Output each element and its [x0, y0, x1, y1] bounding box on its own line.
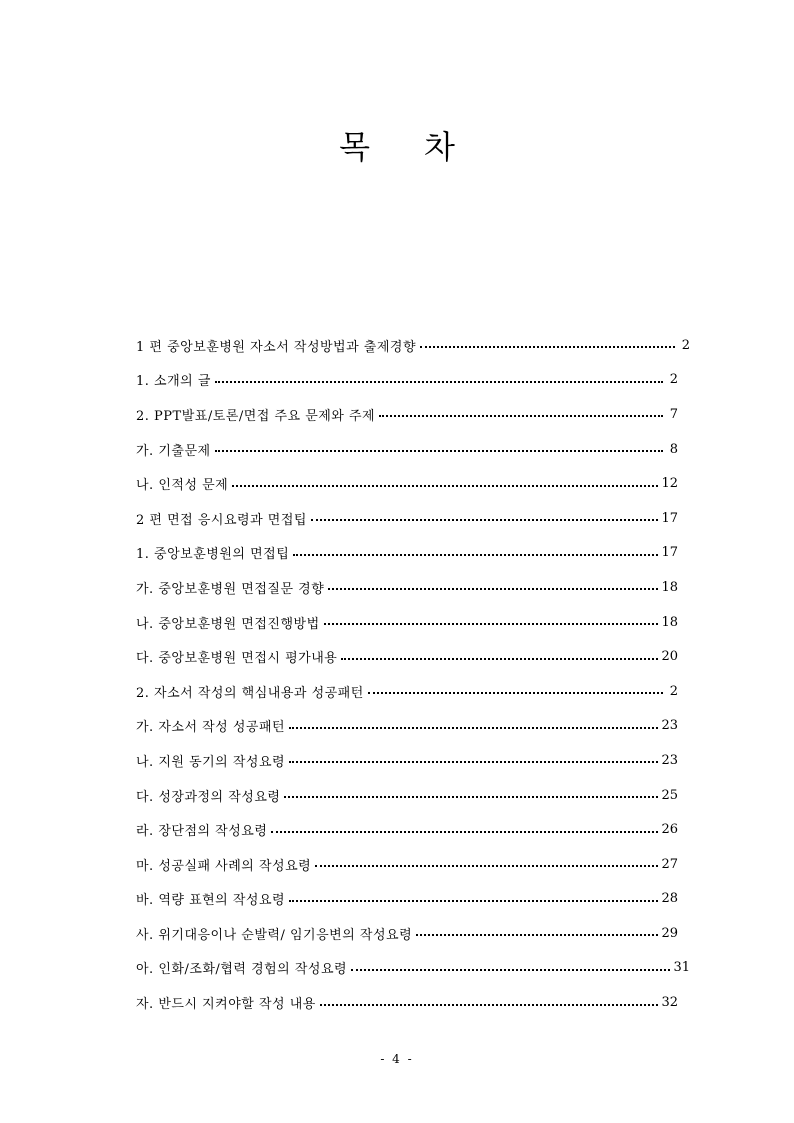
toc-dot-leader: [315, 865, 658, 867]
toc-entry[interactable]: [136, 709, 678, 744]
toc-entry-page: 2: [681, 337, 690, 353]
toc-entry-page: 32: [661, 995, 678, 1011]
toc-entry-label: 가. 자소서 작성 성공패턴: [136, 720, 286, 736]
toc-entry[interactable]: [136, 847, 678, 882]
toc-dot-leader: [289, 761, 658, 763]
toc-entry-label: 바. 역량 표현의 작성요령: [136, 893, 286, 909]
toc-entry-label: 2. PPT발표/토론/면접 주요 문제와 주제: [136, 408, 376, 424]
page-number: - 4 -: [380, 1052, 414, 1066]
toc-entry[interactable]: [136, 605, 678, 640]
toc-dot-leader: [289, 727, 658, 729]
toc-entry-label: 나. 인적성 문제: [136, 478, 229, 494]
toc-dot-leader: [320, 1004, 659, 1006]
toc-dot-leader: [289, 900, 658, 902]
toc-entry[interactable]: [136, 951, 690, 986]
toc-entry-label: 2. 자소서 작성의 핵심내용과 성공패턴: [136, 685, 364, 701]
toc-entry-page: 7: [669, 406, 678, 422]
toc-dot-leader: [351, 969, 670, 971]
toc-entry-page: 27: [661, 856, 678, 872]
toc-dot-leader: [232, 485, 658, 487]
toc-entry-label: 가. 기출문제: [136, 443, 211, 459]
toc-dot-leader: [420, 346, 675, 348]
toc-entry[interactable]: [136, 812, 678, 847]
toc-entry-page: 26: [661, 822, 678, 838]
toc-dot-leader: [311, 519, 659, 521]
page-title-part1: 목: [339, 128, 370, 166]
toc-entry-page: 23: [661, 752, 678, 768]
toc-dot-leader: [215, 450, 663, 452]
toc-entry-label: 마. 성공실패 사례의 작성요령: [136, 858, 312, 874]
toc-dot-leader: [271, 831, 658, 833]
toc-entry-page: 23: [661, 718, 678, 734]
page-title-part2: 차: [424, 128, 455, 166]
toc-entry-page: 2: [669, 372, 678, 388]
toc-entry[interactable]: [136, 985, 678, 1020]
toc-entry[interactable]: [136, 536, 678, 571]
toc-entry-label: 다. 성장과정의 작성요령: [136, 789, 281, 805]
toc-entry[interactable]: [136, 570, 678, 605]
toc-entry[interactable]: [136, 639, 678, 674]
toc-entry[interactable]: [136, 882, 678, 917]
toc-dot-leader: [293, 554, 658, 556]
toc-entry-page: 8: [669, 441, 678, 457]
toc-entry[interactable]: [136, 501, 678, 536]
toc-entry[interactable]: [136, 432, 678, 467]
toc-entry[interactable]: [136, 363, 678, 398]
toc-dot-leader: [416, 934, 658, 936]
toc-entry-label: 라. 장단점의 작성요령: [136, 824, 268, 840]
toc-entry-label: 다. 중앙보훈병원 면접시 평가내용: [136, 651, 338, 667]
toc-entry-page: 2: [669, 683, 678, 699]
table-of-contents: [136, 328, 690, 1020]
toc-entry-label: 1 편 중앙보훈병원 자소서 작성방법과 출제경향: [136, 339, 417, 355]
toc-entry[interactable]: [136, 916, 678, 951]
toc-entry-page: 18: [661, 614, 678, 630]
toc-entry-page: 17: [661, 545, 678, 561]
toc-dot-leader: [379, 415, 663, 417]
page-title: [0, 122, 794, 168]
toc-entry-label: 아. 인화/조화/협력 경험의 작성요령: [136, 962, 348, 978]
toc-entry-page: 25: [661, 787, 678, 803]
toc-entry[interactable]: [136, 397, 678, 432]
toc-entry-label: 2 편 면접 응시요령과 면접팁: [136, 512, 307, 528]
toc-entry[interactable]: [136, 778, 678, 813]
toc-entry-label: 자. 반드시 지켜야할 작성 내용: [136, 997, 316, 1013]
toc-dot-leader: [324, 623, 659, 625]
toc-entry-page: 29: [661, 925, 678, 941]
toc-entry-label: 1. 중앙보훈병원의 면접팁: [136, 547, 290, 563]
toc-entry-label: 나. 중앙보훈병원 면접진행방법: [136, 616, 320, 632]
toc-entry[interactable]: [136, 743, 678, 778]
toc-dot-leader: [215, 381, 663, 383]
toc-entry-page: 17: [661, 510, 678, 526]
toc-entry-page: 28: [661, 891, 678, 907]
toc-entry-page: 20: [661, 649, 678, 665]
toc-entry[interactable]: [136, 674, 678, 709]
toc-entry-page: 18: [661, 579, 678, 595]
toc-entry[interactable]: [136, 328, 690, 363]
toc-dot-leader: [368, 692, 663, 694]
toc-dot-leader: [341, 658, 658, 660]
toc-entry-page: 31: [673, 960, 690, 976]
toc-entry-label: 가. 중앙보훈병원 면접질문 경향: [136, 581, 325, 597]
toc-dot-leader: [284, 796, 658, 798]
toc-entry-page: 12: [661, 476, 678, 492]
toc-entry-label: 나. 지원 동기의 작성요령: [136, 754, 286, 770]
toc-entry[interactable]: [136, 466, 678, 501]
toc-entry-label: 사. 위기대응이나 순발력/ 임기응변의 작성요령: [136, 927, 413, 943]
toc-dot-leader: [328, 588, 658, 590]
toc-entry-label: 1. 소개의 글: [136, 374, 211, 390]
